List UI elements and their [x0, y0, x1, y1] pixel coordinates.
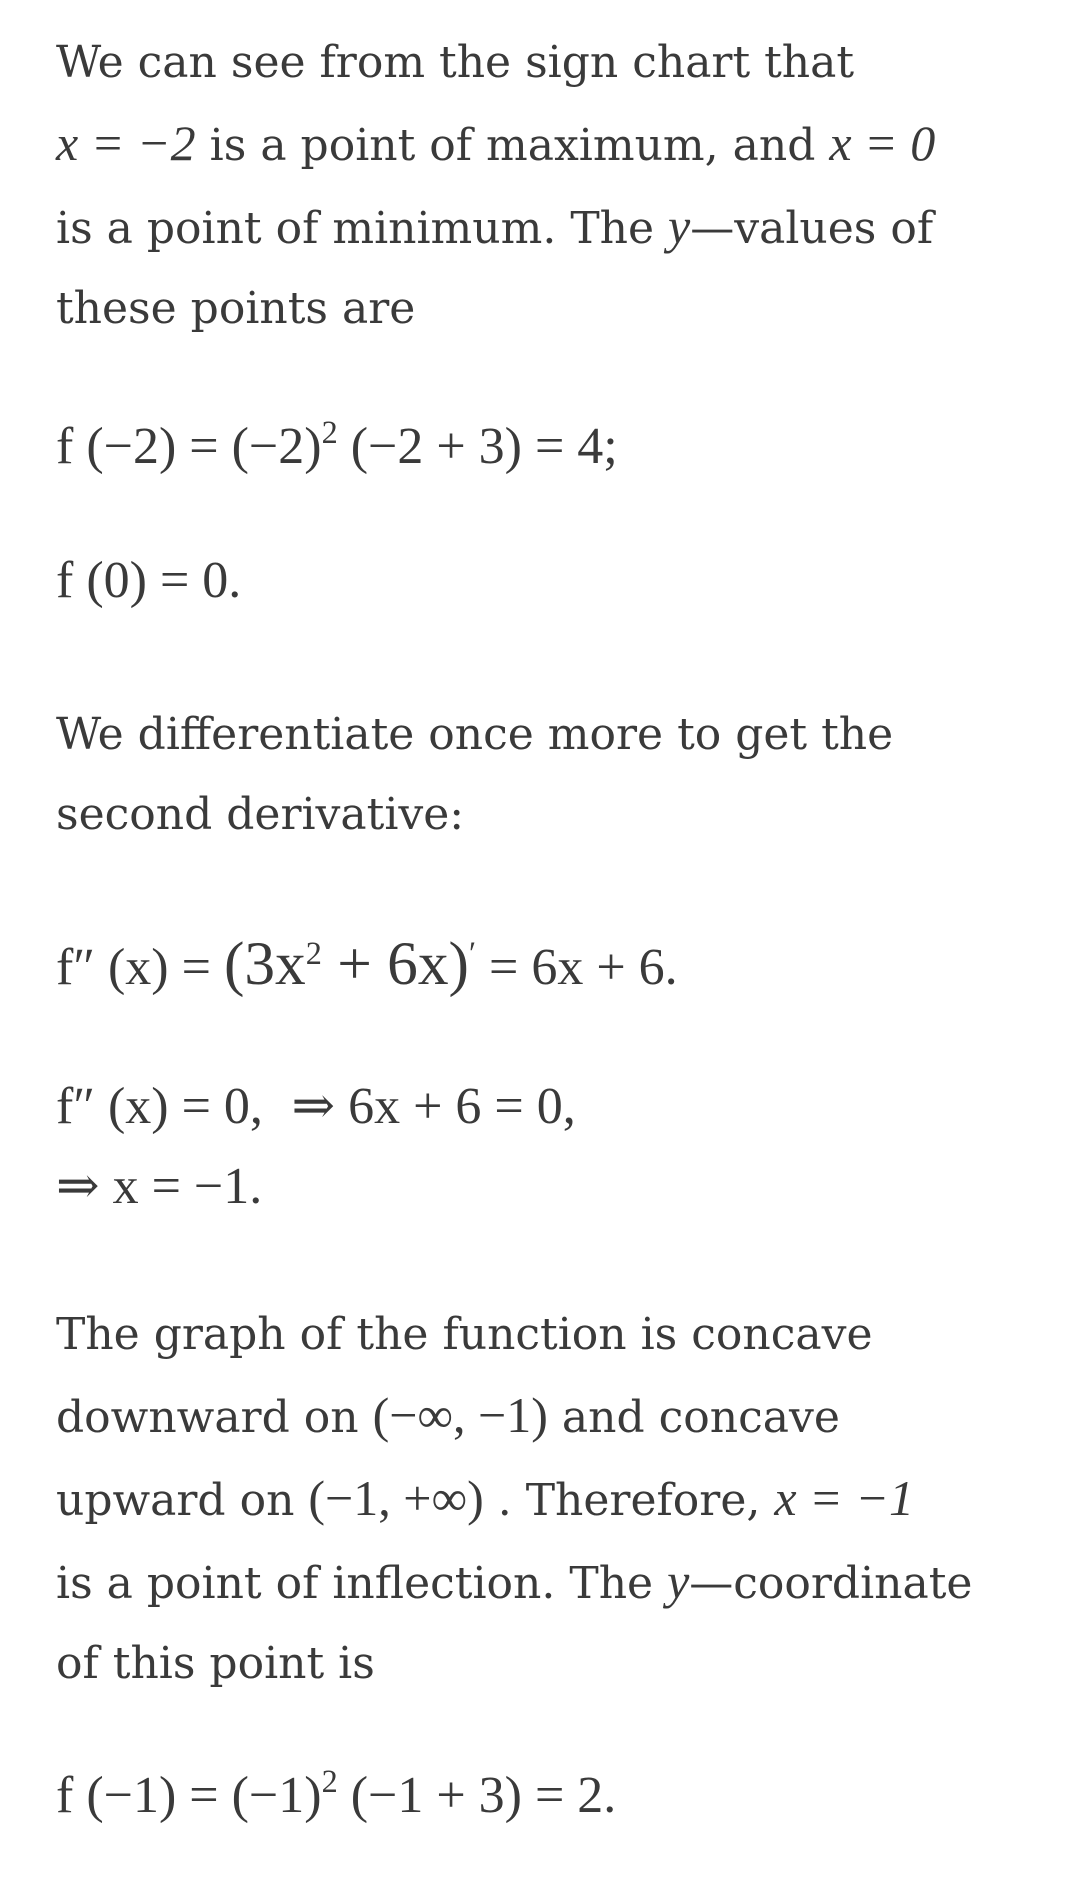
equation-second-derivative [56, 924, 678, 1008]
equation-f-of-0 [56, 541, 241, 621]
math-x-equals-0: x = 0 [829, 115, 936, 171]
math-y: y [667, 1553, 690, 1609]
text-segment: We can see from the sign chart that [56, 37, 855, 88]
equation-rhs: = 6x + 6. [476, 939, 678, 996]
text-segment: and concave [547, 1392, 840, 1443]
math-interval-upward: (−1, +∞) [308, 1470, 484, 1526]
exponent: 2 [321, 1763, 338, 1800]
math-x-equals-minus-2: x = −2 [56, 115, 196, 171]
equation-solve-line-2 [56, 1147, 262, 1227]
text-segment: is a point of inflection. The [56, 1558, 668, 1609]
equation-part: ⇒ 6x + 6 = 0, [291, 1078, 576, 1135]
equation-rhs: (−2 + 3) = 4; [337, 418, 618, 475]
equation-lhs: f (−1) = (−1) [56, 1767, 322, 1824]
math-interval-downward: (−∞, −1) [372, 1387, 548, 1443]
math-y: y [668, 198, 691, 254]
text-segment: downward on [56, 1392, 373, 1443]
text-segment: . Therefore, [483, 1475, 775, 1526]
text-segment: upward on [56, 1475, 309, 1526]
exponent: 2 [321, 414, 338, 451]
text-segment: of this point is [56, 1638, 375, 1689]
math-x-equals-minus-1: x = −1 [774, 1470, 915, 1526]
text-segment: We differentiate once more to get the [56, 709, 894, 760]
paragraph-critical-points [56, 10, 935, 349]
text-segment: —values of [690, 203, 934, 254]
equation-lhs: f″ (x) = [56, 939, 224, 996]
text-segment: is a point of maximum, and [195, 120, 830, 171]
paragraph-concavity [56, 1282, 972, 1704]
equation-f-of-minus-2 [56, 407, 618, 487]
exponent: 2 [305, 935, 322, 972]
equation-inner: (3x [223, 930, 306, 998]
text-segment: these points are [56, 283, 416, 334]
equation-solve-line-1 [56, 1067, 576, 1147]
equation-part: ⇒ x = −1. [56, 1158, 263, 1215]
text-segment: The graph of the function is concave [56, 1309, 873, 1360]
text-segment: second derivative: [56, 789, 465, 840]
equation-rhs: (−1 + 3) = 2. [337, 1767, 617, 1824]
equation-part: f″ (x) = 0, [56, 1078, 263, 1135]
prime-mark: ′ [468, 935, 476, 972]
text-segment: —coordinate [689, 1558, 973, 1609]
equation-f-of-minus-1 [56, 1756, 616, 1836]
paragraph-differentiate [56, 682, 893, 855]
text-segment: is a point of minimum. The [56, 203, 669, 254]
equation-lhs: f (−2) = (−2) [56, 418, 322, 475]
equation-inner: + 6x) [321, 930, 469, 998]
equation-text: f (0) = 0. [56, 552, 242, 609]
